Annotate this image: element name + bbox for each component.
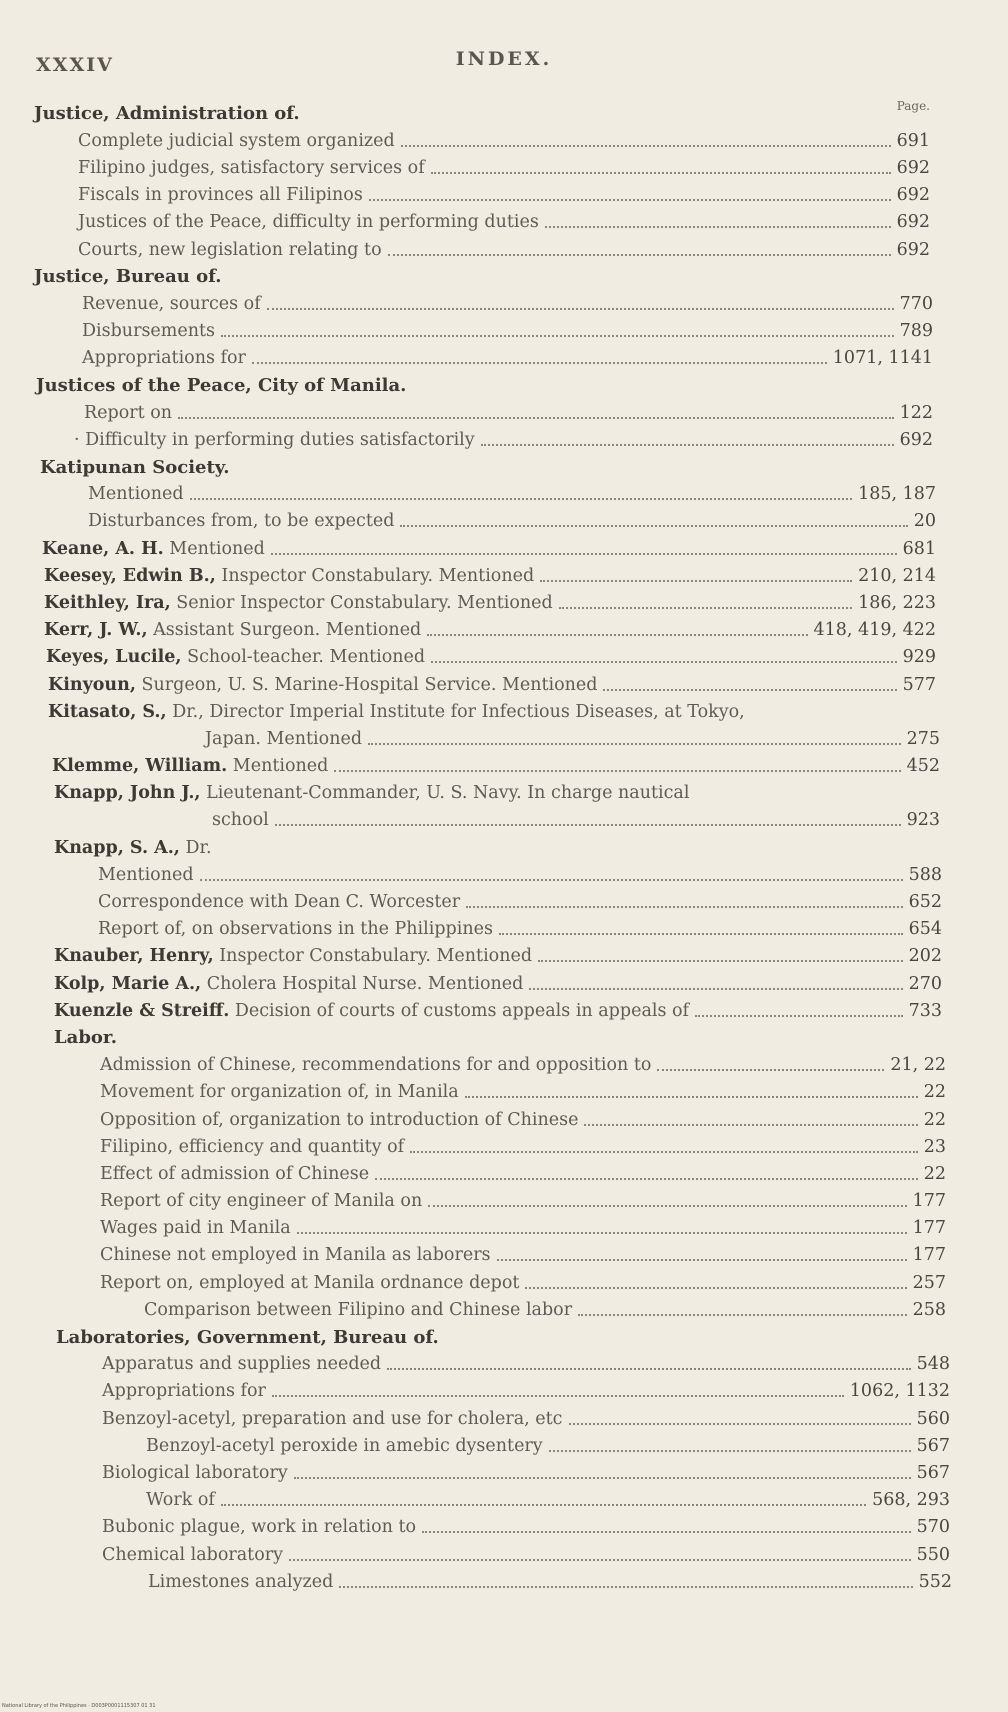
entry-page-ref: 177 [912, 1218, 946, 1239]
entry-description: Mentioned [163, 538, 265, 559]
dot-leader [549, 1450, 911, 1452]
entry-subitem: Mentioned [88, 484, 184, 505]
index-entry [0, 399, 1008, 426]
entry-page-ref: 692 [896, 185, 930, 206]
dot-leader [334, 770, 900, 772]
entry-text [52, 756, 328, 776]
dot-leader [294, 1477, 911, 1479]
dot-leader [267, 308, 894, 310]
entry-description: Mentioned [227, 756, 329, 777]
dot-leader [584, 1124, 917, 1126]
index-entry [0, 780, 1008, 807]
dot-leader [465, 1096, 918, 1098]
index-entry [0, 1133, 1008, 1160]
dot-leader [540, 580, 852, 582]
dot-leader [221, 335, 894, 337]
entry-subitem: Apparatus and supplies needed [102, 1354, 382, 1375]
entry-page-ref: 1062, 1132 [849, 1381, 950, 1402]
index-entry [0, 182, 1008, 209]
index-entry [0, 589, 1008, 616]
index-entry [0, 1487, 1008, 1514]
entry-subitem: Effect of admission of Chinese [100, 1163, 370, 1184]
entry-page-ref: 692 [899, 429, 933, 450]
entry-name: Kerr, J. W., [44, 620, 148, 641]
entry-subitem: Correspondence with Dean C. Worcester [98, 892, 461, 913]
dot-leader [427, 634, 807, 636]
entry-page-ref: 692 [896, 212, 930, 233]
dot-leader [387, 1368, 911, 1370]
index-entry [0, 1405, 1008, 1432]
entry-page-ref: 202 [908, 946, 942, 967]
entry-heading: Katipunan Society. [40, 456, 230, 478]
index-entry [0, 127, 1008, 154]
entry-text [54, 974, 523, 994]
entry-page-ref: 654 [908, 919, 942, 940]
index-entry [0, 1160, 1008, 1187]
dot-leader [368, 743, 901, 745]
entry-page-ref: 789 [899, 321, 933, 342]
index-entry [0, 1323, 1008, 1350]
index-entry [0, 1541, 1008, 1568]
entry-page-ref: 923 [906, 810, 940, 831]
entry-page-ref: 186, 223 [858, 592, 936, 613]
entry-page-ref: 652 [908, 892, 942, 913]
entry-page-ref: 770 [899, 293, 933, 314]
entry-page-ref: 185, 187 [858, 484, 936, 505]
entry-page-ref: 22 [923, 1163, 946, 1184]
entry-page-ref: 452 [906, 756, 940, 777]
index-entries [0, 100, 1008, 1595]
page-number: XXXIV [36, 54, 114, 76]
entry-subitem: Report on, employed at Manila ordnance depot [100, 1272, 520, 1293]
entry-text [54, 1001, 689, 1021]
dot-leader [657, 1069, 884, 1071]
entry-page-ref: 23 [923, 1136, 946, 1157]
dot-leader [375, 1178, 918, 1180]
entry-description: Inspector Constabulary. Mentioned [215, 565, 535, 586]
index-entry [0, 943, 1008, 970]
entry-page-ref: 258 [912, 1299, 946, 1320]
entry-subitem: Admission of Chinese, recommendations for and opposition to [100, 1055, 652, 1076]
entry-subitem: Disbursements [82, 321, 216, 342]
dot-leader [431, 172, 891, 174]
entry-subitem: Limestones analyzed [148, 1571, 334, 1592]
index-entry [0, 1106, 1008, 1133]
entry-description: Lieutenant-Commander, U. S. Navy. In charge nautical [200, 783, 690, 804]
entry-subitem: Justices of the Peace, difficulty in performing duties [78, 212, 539, 233]
entry-description: Assistant Surgeon. Mentioned [147, 620, 422, 641]
index-entry [0, 671, 1008, 698]
entry-name: Knapp, John J., [54, 783, 201, 804]
dot-leader [275, 824, 901, 826]
index-entry [0, 644, 1008, 671]
index-entry [0, 1514, 1008, 1541]
entry-subitem: Chinese not employed in Manila as laborers [100, 1245, 491, 1266]
entry-page-ref: 733 [908, 1000, 942, 1021]
entry-subitem: · Difficulty in performing duties satisfactorily [74, 429, 475, 450]
entry-page-ref: 270 [908, 973, 942, 994]
entry-subitem: Fiscals in provinces all Filipinos [78, 185, 363, 206]
dot-leader [422, 1531, 911, 1533]
index-entry [0, 372, 1008, 399]
dot-leader [200, 879, 903, 881]
entry-page-ref: 22 [923, 1109, 946, 1130]
dot-leader [271, 553, 897, 555]
entry-text [44, 566, 534, 586]
entry-page-ref: 568, 293 [872, 1490, 950, 1511]
dot-leader [545, 226, 891, 228]
entry-page-ref: 22 [923, 1082, 946, 1103]
index-entry [0, 997, 1008, 1024]
entry-subitem: Benzoyl-acetyl, preparation and use for cholera, etc [102, 1408, 563, 1429]
entry-subitem: Wages paid in Manila [100, 1218, 291, 1239]
entry-description: Surgeon, U. S. Marine-Hospital Service. Mentioned [135, 674, 598, 695]
index-entry [0, 100, 1008, 127]
dot-leader [369, 199, 891, 201]
entry-page-ref: 20 [913, 511, 936, 532]
entry-subitem: Benzoyl-acetyl peroxide in amebic dysentery [146, 1435, 543, 1456]
entry-page-ref: 275 [906, 728, 940, 749]
dot-leader [525, 1287, 906, 1289]
index-entry [0, 888, 1008, 915]
entry-name: Klemme, William. [52, 756, 228, 777]
entry-subitem: Comparison between Filipino and Chinese labor [144, 1299, 573, 1320]
index-entry [0, 318, 1008, 345]
index-entry [0, 453, 1008, 480]
entry-name: Keyes, Lucile, [46, 647, 182, 668]
entry-name: Knapp, S. A., [54, 837, 180, 858]
entry-text [44, 620, 421, 640]
entry-page-ref: 577 [902, 674, 936, 695]
entry-subitem: Filipino, efficiency and quantity of [100, 1136, 405, 1157]
entry-page-ref: 560 [916, 1408, 950, 1429]
index-entry [0, 508, 1008, 535]
entry-text [46, 647, 425, 667]
index-entry [0, 1188, 1008, 1215]
entry-page-ref: 567 [916, 1435, 950, 1456]
index-entry [0, 1079, 1008, 1106]
entry-page-ref: 692 [896, 157, 930, 178]
index-entry [0, 1024, 1008, 1051]
entry-page-ref: 552 [918, 1571, 952, 1592]
entry-heading: Justices of the Peace, City of Manila. [36, 374, 407, 396]
index-entry [0, 1242, 1008, 1269]
index-entry [0, 916, 1008, 943]
dot-leader [466, 906, 902, 908]
entry-page-ref: 548 [916, 1354, 950, 1375]
dot-leader [178, 417, 894, 419]
index-entry [0, 263, 1008, 290]
entry-description: Dr., Director Imperial Institute for Infectious Diseases, at Tokyo, [166, 701, 745, 722]
entry-page-ref: 550 [916, 1544, 950, 1565]
entry-subitem: Biological laboratory [102, 1462, 288, 1483]
dot-leader [529, 988, 902, 990]
entry-text [54, 838, 212, 858]
entry-heading: Labor. [54, 1027, 118, 1049]
entry-name: Kitasato, S., [48, 701, 167, 722]
dot-leader [559, 607, 852, 609]
entry-page-ref: 1071, 1141 [832, 348, 933, 369]
entry-subitem: Chemical laboratory [102, 1544, 283, 1565]
dot-leader [497, 1259, 907, 1261]
entry-page-ref: 177 [912, 1191, 946, 1212]
dot-leader [272, 1395, 844, 1397]
entry-text [54, 946, 532, 966]
index-entry [0, 1052, 1008, 1079]
index-entry [0, 562, 1008, 589]
entry-subitem: Report on [84, 402, 173, 423]
dot-leader [428, 1205, 906, 1207]
index-entry [0, 861, 1008, 888]
entry-subitem: school [212, 810, 269, 831]
entry-heading: Justice, Administration of. [34, 103, 300, 125]
index-entry [0, 1351, 1008, 1378]
entry-name: Kinyoun, [48, 674, 136, 695]
dot-leader [499, 933, 903, 935]
entry-description: Inspector Constabulary. Mentioned [213, 946, 533, 967]
index-entry [0, 535, 1008, 562]
entry-subitem: Appropriations for [82, 348, 246, 369]
index-entry [0, 1432, 1008, 1459]
index-entry [0, 834, 1008, 861]
entry-description: Cholera Hospital Nurse. Mentioned [201, 973, 524, 994]
dot-leader [190, 498, 853, 500]
entry-text [54, 783, 689, 803]
entry-subitem: Japan. Mentioned [205, 728, 363, 749]
index-entry [0, 426, 1008, 453]
dot-leader [569, 1423, 911, 1425]
entry-subitem: Movement for organization of, in Manila [100, 1082, 459, 1103]
index-entry [0, 1568, 1008, 1595]
entry-page-ref: 929 [902, 647, 936, 668]
entry-text [48, 702, 745, 722]
page-title: INDEX. [455, 48, 553, 70]
index-entry [0, 209, 1008, 236]
entry-page-ref: 588 [908, 864, 942, 885]
dot-leader [401, 145, 891, 147]
entry-subitem: Report of, on observations in the Philippines [98, 919, 493, 940]
entry-subitem: Appropriations for [102, 1381, 266, 1402]
entry-name: Keesey, Edwin B., [44, 565, 216, 586]
footer-credit: National Library of the Philippines · D003P0001115307 01 31 [2, 1703, 156, 1709]
index-entry [0, 807, 1008, 834]
dot-leader [410, 1151, 918, 1153]
dot-leader [431, 661, 897, 663]
index-entry [0, 345, 1008, 372]
entry-heading: Laboratories, Government, Bureau of. [56, 1326, 439, 1348]
dot-leader [297, 1232, 907, 1234]
entry-page-ref: 210, 214 [858, 565, 936, 586]
entry-page-ref: 691 [896, 130, 930, 151]
entry-page-ref: 692 [896, 239, 930, 260]
entry-text [42, 539, 265, 559]
index-entry [0, 1378, 1008, 1405]
entry-name: Keane, A. H. [42, 538, 164, 559]
dot-leader [695, 1015, 903, 1017]
entry-text [48, 675, 597, 695]
entry-page-ref: 570 [916, 1517, 950, 1538]
dot-leader [388, 254, 891, 256]
dot-leader [481, 444, 894, 446]
entry-subitem: Disturbances from, to be expected [88, 511, 395, 532]
index-entry [0, 290, 1008, 317]
entry-subitem: Filipino judges, satisfactory services of [78, 157, 425, 178]
entry-name: Kuenzle & Streiff. [54, 1000, 230, 1021]
entry-subitem: Complete judicial system organized [78, 130, 395, 151]
entry-page-ref: 257 [912, 1272, 946, 1293]
dot-leader [400, 525, 907, 527]
dot-leader [289, 1559, 911, 1561]
entry-subitem: Revenue, sources of [82, 293, 261, 314]
entry-subitem: Report of city engineer of Manila on [100, 1191, 423, 1212]
entry-page-ref: 21, 22 [890, 1055, 946, 1076]
index-entry [0, 617, 1008, 644]
entry-subitem: Opposition of, organization to introduction of Chinese [100, 1109, 579, 1130]
entry-page-ref: 177 [912, 1245, 946, 1266]
index-entry [0, 1296, 1008, 1323]
entry-page-ref: 681 [902, 538, 936, 559]
entry-page-ref: 122 [899, 402, 933, 423]
entry-subitem: Mentioned [98, 864, 194, 885]
dot-leader [221, 1504, 866, 1506]
index-entry [0, 753, 1008, 780]
entry-subitem: Courts, new legislation relating to [78, 239, 382, 260]
entry-page-ref: 418, 419, 422 [813, 620, 936, 641]
index-entry [0, 725, 1008, 752]
dot-leader [578, 1314, 907, 1316]
page-column-label: Page. [896, 99, 930, 113]
index-entry [0, 481, 1008, 508]
entry-subitem: Work of [146, 1490, 215, 1511]
entry-name: Knauber, Henry, [54, 946, 214, 967]
dot-leader [603, 689, 896, 691]
entry-name: Kolp, Marie A., [54, 973, 202, 994]
entry-text [44, 593, 553, 613]
entry-description: Dr. [179, 837, 212, 858]
index-entry [0, 698, 1008, 725]
entry-page-ref: 567 [916, 1462, 950, 1483]
dot-leader [252, 362, 827, 364]
entry-description: Decision of courts of customs appeals in appeals of [229, 1000, 690, 1021]
entry-subitem: Bubonic plague, work in relation to [102, 1517, 417, 1538]
entry-description: School-teacher. Mentioned [181, 647, 426, 668]
index-entry [0, 154, 1008, 181]
index-entry [0, 1215, 1008, 1242]
entry-heading: Justice, Bureau of. [34, 266, 222, 288]
index-entry [0, 970, 1008, 997]
index-entry [0, 236, 1008, 263]
entry-description: Senior Inspector Constabulary. Mentioned [170, 592, 553, 613]
entry-name: Keithley, Ira, [44, 592, 171, 613]
index-entry [0, 1459, 1008, 1486]
dot-leader [339, 1586, 912, 1588]
dot-leader [538, 960, 903, 962]
index-entry [0, 1269, 1008, 1296]
